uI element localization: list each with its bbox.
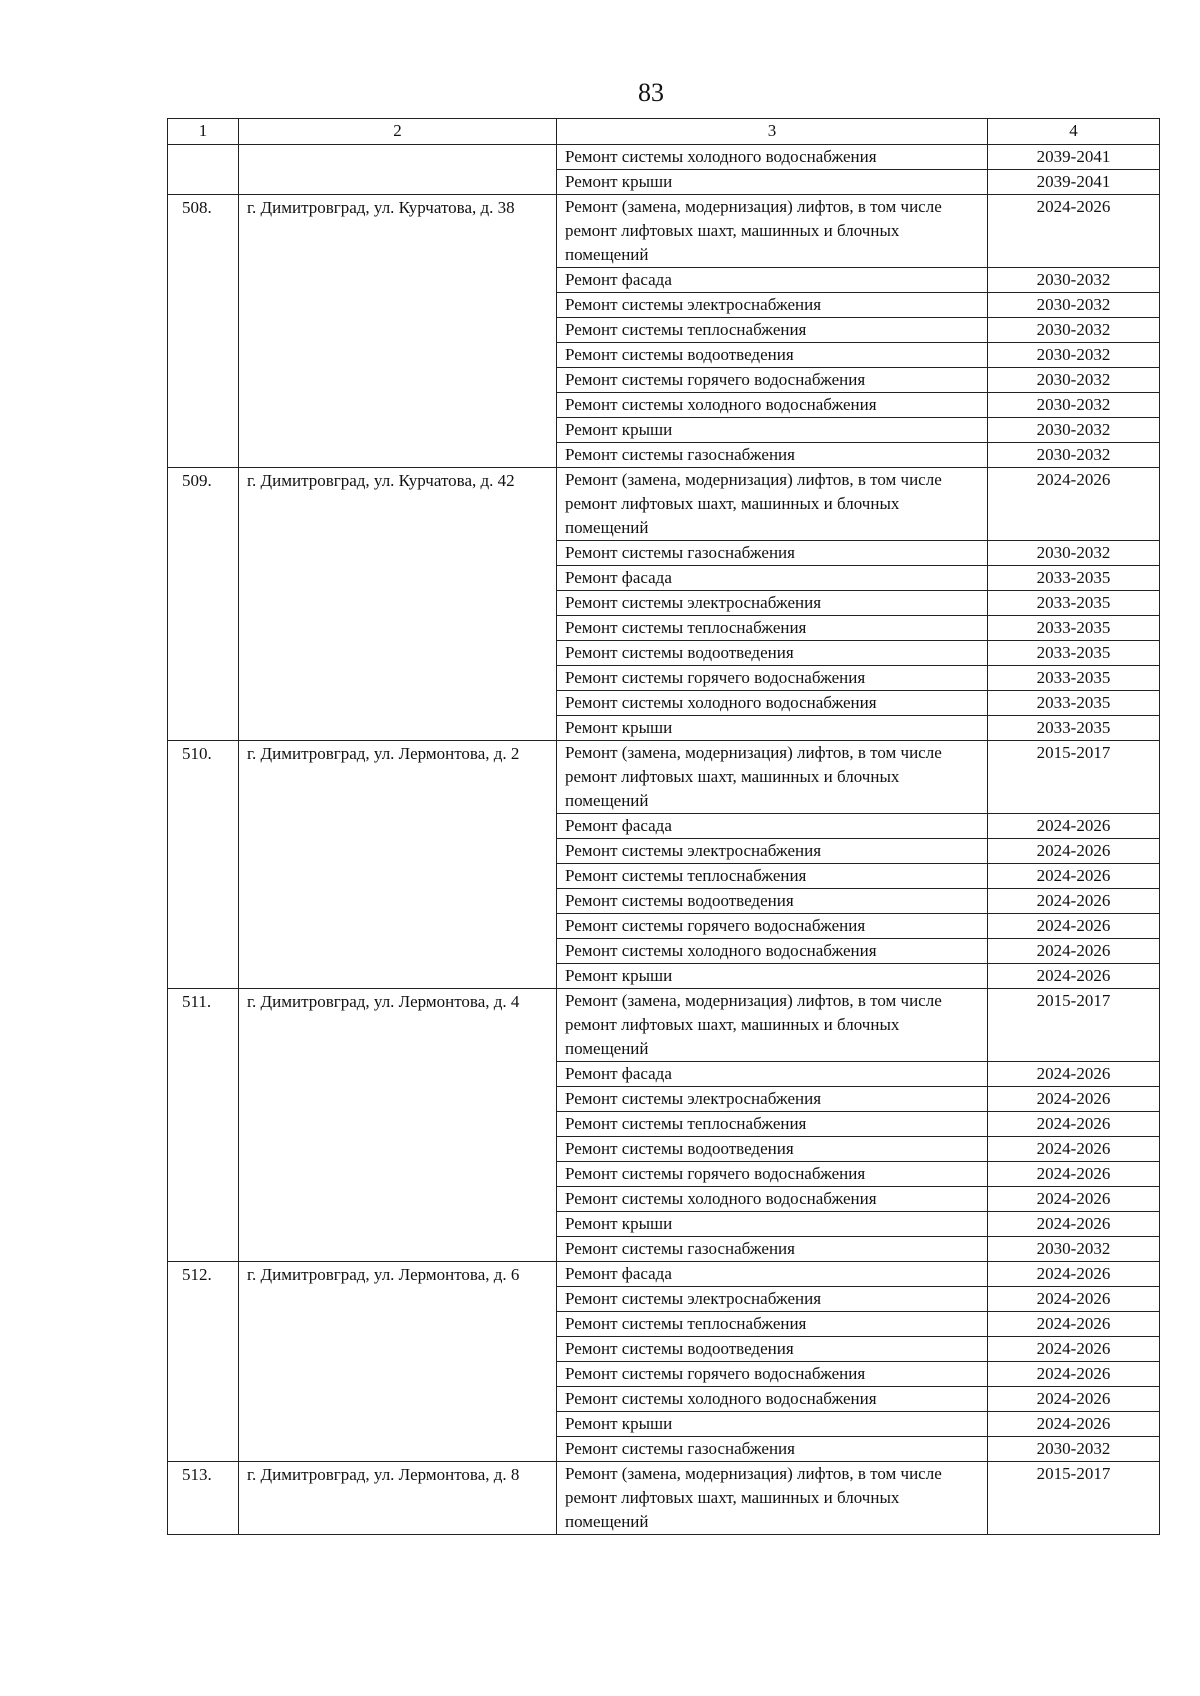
entry-address-cell [239, 145, 557, 195]
work-type-cell: Ремонт крыши [557, 964, 988, 989]
period-cell: 2033-2035 [988, 616, 1160, 641]
period-cell: 2024-2026 [988, 964, 1160, 989]
period-cell: 2030-2032 [988, 393, 1160, 418]
work-type-cell: Ремонт системы холодного водоснабжения [557, 393, 988, 418]
entry-address-cell: г. Димитровград, ул. Лермонтова, д. 4 [239, 989, 557, 1262]
work-type-cell: Ремонт системы теплоснабжения [557, 1312, 988, 1337]
entry-address-cell: г. Димитровград, ул. Лермонтова, д. 6 [239, 1262, 557, 1462]
work-type-cell: Ремонт системы электроснабжения [557, 839, 988, 864]
work-type-cell: Ремонт системы горячего водоснабжения [557, 1362, 988, 1387]
work-type-cell: Ремонт системы водоотведения [557, 1137, 988, 1162]
period-cell: 2015-2017 [988, 1462, 1160, 1535]
work-type-cell: Ремонт (замена, модернизация) лифтов, в том числе ремонт лифтовых шахт, машинных и блочных помещений [557, 989, 988, 1062]
work-type-cell: Ремонт крыши [557, 418, 988, 443]
work-type-cell: Ремонт (замена, модернизация) лифтов, в том числе ремонт лифтовых шахт, машинных и блочных помещений [557, 741, 988, 814]
work-type-cell: Ремонт фасада [557, 1262, 988, 1287]
work-type-cell: Ремонт (замена, модернизация) лифтов, в том числе ремонт лифтовых шахт, машинных и блочных помещений [557, 195, 988, 268]
work-type-cell: Ремонт крыши [557, 1212, 988, 1237]
work-type-cell: Ремонт системы теплоснабжения [557, 318, 988, 343]
period-cell: 2024-2026 [988, 1287, 1160, 1312]
period-cell: 2030-2032 [988, 293, 1160, 318]
period-cell: 2039-2041 [988, 145, 1160, 170]
entry-number-cell [168, 145, 239, 195]
work-type-cell: Ремонт системы холодного водоснабжения [557, 939, 988, 964]
work-type-cell: Ремонт крыши [557, 1412, 988, 1437]
work-type-cell: Ремонт системы водоотведения [557, 1337, 988, 1362]
table-row [168, 1262, 1160, 1287]
repair-schedule-table [167, 118, 1160, 1535]
period-cell: 2030-2032 [988, 1437, 1160, 1462]
column-header-number: 1 [168, 119, 239, 145]
table-row [168, 195, 1160, 268]
table-row [168, 145, 1160, 170]
work-type-cell: Ремонт системы горячего водоснабжения [557, 666, 988, 691]
period-cell: 2024-2026 [988, 1162, 1160, 1187]
work-type-cell: Ремонт (замена, модернизация) лифтов, в том числе ремонт лифтовых шахт, машинных и блочных помещений [557, 1462, 988, 1535]
work-type-cell: Ремонт фасада [557, 268, 988, 293]
work-type-cell: Ремонт системы газоснабжения [557, 1437, 988, 1462]
work-type-cell: Ремонт крыши [557, 716, 988, 741]
entry-number-cell: 513. [168, 1462, 239, 1535]
work-type-cell: Ремонт системы холодного водоснабжения [557, 1387, 988, 1412]
period-cell: 2030-2032 [988, 443, 1160, 468]
work-type-cell: Ремонт (замена, модернизация) лифтов, в том числе ремонт лифтовых шахт, машинных и блочных помещений [557, 468, 988, 541]
work-type-cell: Ремонт системы водоотведения [557, 343, 988, 368]
work-type-cell: Ремонт системы горячего водоснабжения [557, 368, 988, 393]
period-cell: 2024-2026 [988, 1412, 1160, 1437]
entry-number-cell: 511. [168, 989, 239, 1262]
period-cell: 2024-2026 [988, 1062, 1160, 1087]
work-type-cell: Ремонт системы холодного водоснабжения [557, 145, 988, 170]
table-row [168, 468, 1160, 541]
work-type-cell: Ремонт системы холодного водоснабжения [557, 1187, 988, 1212]
work-type-cell: Ремонт системы теплоснабжения [557, 616, 988, 641]
period-cell: 2024-2026 [988, 1137, 1160, 1162]
period-cell: 2033-2035 [988, 666, 1160, 691]
period-cell: 2024-2026 [988, 839, 1160, 864]
work-type-cell: Ремонт системы водоотведения [557, 641, 988, 666]
period-cell: 2030-2032 [988, 268, 1160, 293]
period-cell: 2024-2026 [988, 889, 1160, 914]
column-header-work: 3 [557, 119, 988, 145]
period-cell: 2024-2026 [988, 1212, 1160, 1237]
period-cell: 2039-2041 [988, 170, 1160, 195]
entry-number-cell: 510. [168, 741, 239, 989]
period-cell: 2024-2026 [988, 1187, 1160, 1212]
period-cell: 2024-2026 [988, 1262, 1160, 1287]
entry-address-cell: г. Димитровград, ул. Курчатова, д. 38 [239, 195, 557, 468]
period-cell: 2033-2035 [988, 691, 1160, 716]
period-cell: 2024-2026 [988, 1387, 1160, 1412]
work-type-cell: Ремонт фасада [557, 566, 988, 591]
entry-number-cell: 508. [168, 195, 239, 468]
work-type-cell: Ремонт системы газоснабжения [557, 443, 988, 468]
column-header-address: 2 [239, 119, 557, 145]
table-row [168, 1462, 1160, 1535]
period-cell: 2030-2032 [988, 343, 1160, 368]
entry-address-cell: г. Димитровград, ул. Лермонтова, д. 2 [239, 741, 557, 989]
period-cell: 2030-2032 [988, 368, 1160, 393]
work-type-cell: Ремонт системы электроснабжения [557, 293, 988, 318]
period-cell: 2024-2026 [988, 939, 1160, 964]
work-type-cell: Ремонт системы водоотведения [557, 889, 988, 914]
table-row [168, 741, 1160, 814]
work-type-cell: Ремонт системы газоснабжения [557, 541, 988, 566]
period-cell: 2024-2026 [988, 864, 1160, 889]
entry-number-cell: 509. [168, 468, 239, 741]
work-type-cell: Ремонт фасада [557, 1062, 988, 1087]
entry-address-cell: г. Димитровград, ул. Курчатова, д. 42 [239, 468, 557, 741]
work-type-cell: Ремонт системы теплоснабжения [557, 1112, 988, 1137]
period-cell: 2024-2026 [988, 468, 1160, 541]
period-cell: 2030-2032 [988, 318, 1160, 343]
page-number: 83 [638, 78, 664, 107]
period-cell: 2024-2026 [988, 195, 1160, 268]
period-cell: 2015-2017 [988, 741, 1160, 814]
work-type-cell: Ремонт системы холодного водоснабжения [557, 691, 988, 716]
period-cell: 2024-2026 [988, 1312, 1160, 1337]
period-cell: 2024-2026 [988, 1362, 1160, 1387]
period-cell: 2030-2032 [988, 418, 1160, 443]
work-type-cell: Ремонт системы горячего водоснабжения [557, 1162, 988, 1187]
work-type-cell: Ремонт системы газоснабжения [557, 1237, 988, 1262]
work-type-cell: Ремонт системы горячего водоснабжения [557, 914, 988, 939]
work-type-cell: Ремонт фасада [557, 814, 988, 839]
period-cell: 2024-2026 [988, 914, 1160, 939]
period-cell: 2024-2026 [988, 1337, 1160, 1362]
period-cell: 2033-2035 [988, 641, 1160, 666]
period-cell: 2030-2032 [988, 1237, 1160, 1262]
header-row [168, 119, 1160, 145]
work-type-cell: Ремонт системы теплоснабжения [557, 864, 988, 889]
entry-address-cell: г. Димитровград, ул. Лермонтова, д. 8 [239, 1462, 557, 1535]
work-type-cell: Ремонт крыши [557, 170, 988, 195]
period-cell: 2033-2035 [988, 566, 1160, 591]
period-cell: 2024-2026 [988, 1112, 1160, 1137]
column-header-period: 4 [988, 119, 1160, 145]
work-type-cell: Ремонт системы электроснабжения [557, 1087, 988, 1112]
work-type-cell: Ремонт системы электроснабжения [557, 591, 988, 616]
period-cell: 2033-2035 [988, 591, 1160, 616]
period-cell: 2015-2017 [988, 989, 1160, 1062]
work-type-cell: Ремонт системы электроснабжения [557, 1287, 988, 1312]
period-cell: 2030-2032 [988, 541, 1160, 566]
period-cell: 2033-2035 [988, 716, 1160, 741]
entry-number-cell: 512. [168, 1262, 239, 1462]
period-cell: 2024-2026 [988, 814, 1160, 839]
table-row [168, 989, 1160, 1062]
table-body [168, 145, 1160, 1535]
period-cell: 2024-2026 [988, 1087, 1160, 1112]
